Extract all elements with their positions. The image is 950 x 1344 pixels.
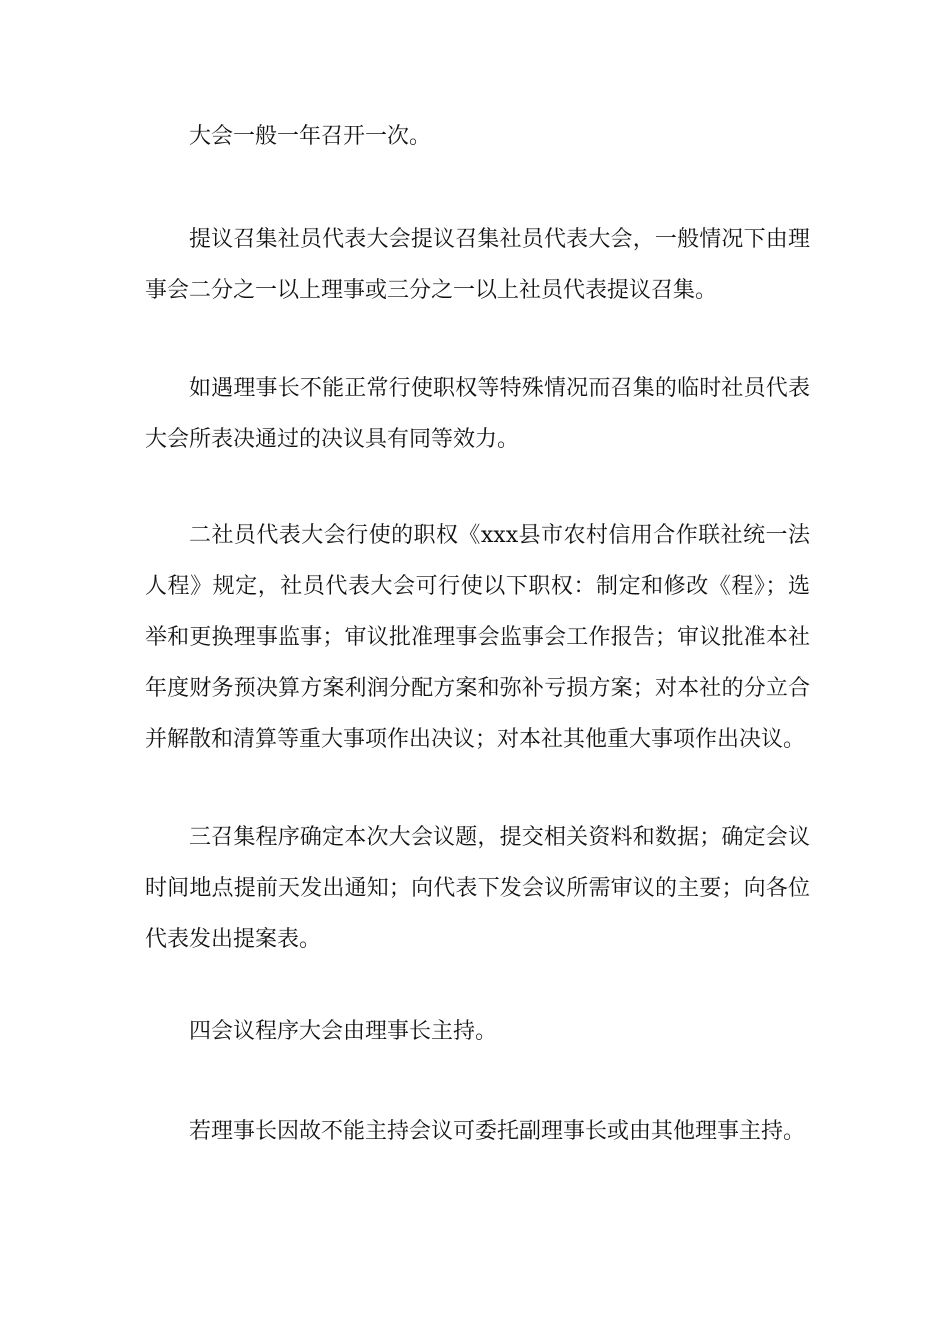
paragraph-meeting-frequency: 大会一般一年召开一次。	[189, 124, 432, 149]
paragraph-meeting-procedure: 四会议程序大会由理事长主持。	[189, 1019, 498, 1044]
paragraph-convening-proposal: 提议召集社员代表大会提议召集社员代表大会，一般情况下由理事会二分之一以上理事或三分之一以上社员代表提议召集。	[145, 227, 810, 303]
paragraph-chair-substitute: 若理事长因故不能主持会议可委托副理事长或由其他理事主持。	[189, 1119, 806, 1144]
paragraph-powers: 二社员代表大会行使的职权《xxx县市农村信用合作联社统一法人程》规定，社员代表大会可行使以下职权：制定和修改《程》；选举和更换理事监事；审议批准理事会监事会工作报告；审议批准本社年度财务预决算方案利润分配方案和弥补亏损方案；对本社的分立合并解散和清算等重大事项作出决议；对本社其他重大事项作出决议。	[145, 523, 810, 752]
paragraph-special-circumstances: 如遇理事长不能正常行使职权等特殊情况而召集的临时社员代表大会所表决通过的决议具有同等效力。	[145, 376, 810, 452]
paragraph-convening-procedure: 三召集程序确定本次大会议题，提交相关资料和数据；确定会议时间地点提前天发出通知；向代表下发会议所需审议的主要；向各位代表发出提案表。	[145, 825, 810, 952]
